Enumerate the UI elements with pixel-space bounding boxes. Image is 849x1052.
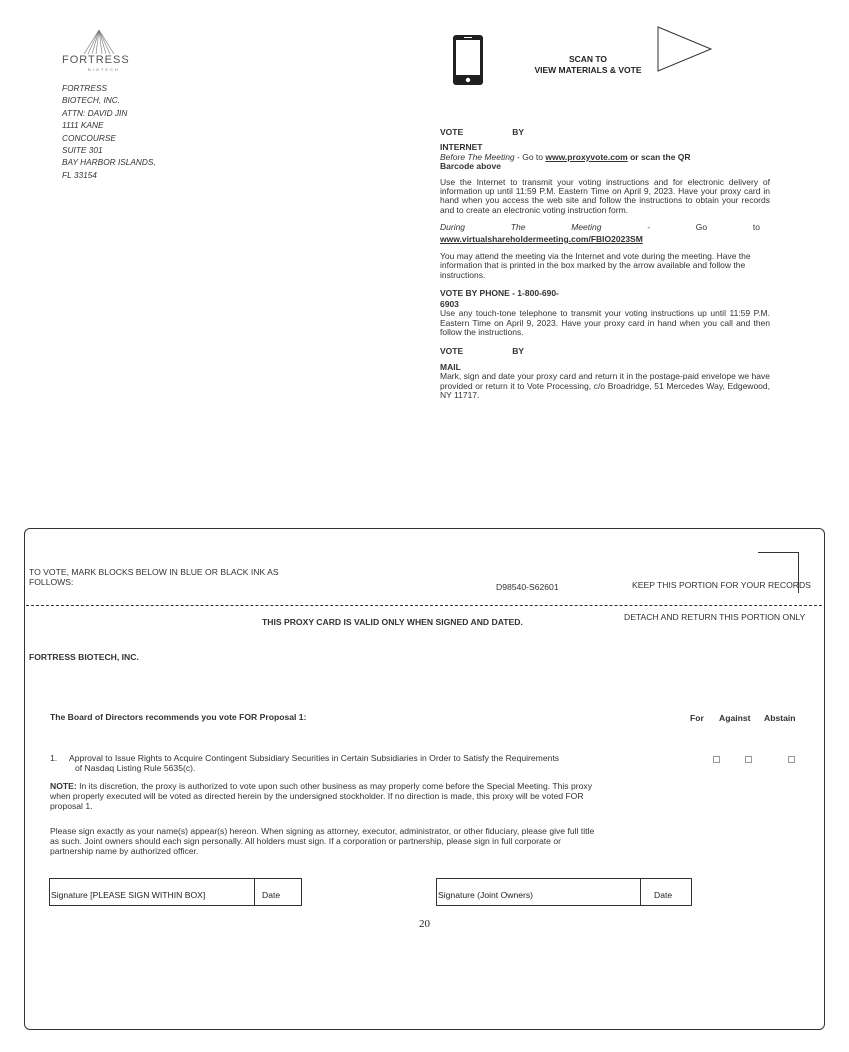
address-line: 1111 KANE [62,120,104,131]
heading-word: BY [512,127,524,137]
joint-date-label: Date [654,890,673,900]
note-label: NOTE: [50,781,77,791]
note-paragraph [50,781,592,811]
ink-instructions [29,567,279,587]
scan-instructions [508,54,668,76]
proposal-1-for-checkbox[interactable] [713,756,720,763]
internet-paragraph: Use the Internet to transmit your voting instructions and for electronic delivery of information up until 11:59 P.M. Eastern Time on April 9, 2023. Have your proxy card in hand when you access the web site and follow the instructions to obtain your records and to create an electronic voting instruction form. [440,176,770,215]
during-word: - [647,222,651,233]
address-line: BAY HARBOR ISLANDS, [62,157,156,168]
signing-line: partnership name by authorized officer. [50,846,199,856]
during-word: to [752,222,760,233]
joint-signature-label: Signature (Joint Owners) [438,890,534,900]
page-number: 20 [419,918,430,930]
triangle-lines-logo-icon [84,30,114,54]
control-code: D98540-S62601 [496,582,559,592]
vote-phone-heading: VOTE BY PHONE - 1-800-690- [440,288,559,299]
address-line: ATTN: DAVID JIN [62,107,128,118]
heading-word: BY [512,346,524,357]
ink-instruction-line: TO VOTE, MARK BLOCKS BELOW IN BLUE OR BLACK INK AS [29,567,279,577]
vote-internet-subheading: INTERNET [440,142,483,153]
signing-instructions [50,826,594,856]
logo-wordmark: FORTRESS [62,54,130,66]
during-word: Go [695,222,708,233]
signing-line: Please sign exactly as your name(s) appear(s) hereon. When signing as attorney, executor, administrator, or other fiduciary, please give full title [50,826,595,836]
proxyvote-link[interactable]: www.proxyvote.com [545,151,628,162]
vote-internet-heading [440,128,530,137]
address-line: FORTRESS [62,83,108,93]
phone-icon [452,34,484,86]
note-text: In its discretion, the proxy is authorized to vote upon such other business as may properly come before the Special Meeting. This proxy [76,781,592,791]
proxy-card [24,528,825,1030]
signature-label: Signature [PLEASE SIGN WITHIN BOX] [51,890,206,900]
during-word: Meeting [571,222,602,233]
joint-signature-date-divider [640,878,641,906]
address-line: SUITE 301 [62,145,103,156]
during-word: During [440,222,466,233]
during-word: The [510,222,526,233]
company-name: FORTRESS BIOTECH, INC. [29,652,139,662]
mailing-address [62,82,156,181]
heading-word: VOTE [440,346,464,357]
before-meeting-italic: Before The Meeting [440,151,515,162]
address-line: FL 33154 [62,169,97,180]
vote-phone-heading-2: 6903 [440,298,459,309]
before-meeting-tail: or scan the QR [627,151,691,162]
during-meeting-line [440,223,770,232]
voting-instructions [440,128,770,400]
column-for: For [690,713,704,723]
play-triangle-icon [657,26,713,72]
note-line: proposal 1. [50,801,93,811]
logo-subtitle: BIOTECH [88,67,120,72]
mail-paragraph: Mark, sign and date your proxy card and return it in the postage-paid envelope we have provided or return it to Vote Processing, c/o Broadridge, 51 Mercedes Way, Edgewood, NY 11717. [440,371,770,400]
proposal-line: of Nasdaq Listing Rule 5635(c). [75,763,196,773]
attend-paragraph: You may attend the meeting via the Internet and vote during the meeting. Have the information that is printed in the box marked by the arrow available and follow the instructions. [440,251,751,280]
column-abstain: Abstain [764,713,796,723]
before-meeting-text: - Go to [514,151,546,162]
scan-line-1: SCAN TO [568,54,608,64]
heading-word: VOTE [440,127,464,137]
signing-line: as such. Joint owners should each sign personally. All holders must sign. If a corporation or partnership, please sign in full corporate or [50,836,561,846]
vote-mail-heading [440,347,530,356]
column-against: Against [719,713,751,723]
detach-portion-text: DETACH AND RETURN THIS PORTION ONLY [624,612,806,622]
proposal-1-abstain-checkbox[interactable] [788,756,795,763]
valid-notice: THIS PROXY CARD IS VALID ONLY WHEN SIGNED AND DATED. [262,617,523,627]
address-line: CONCOURSE [62,132,116,143]
before-meeting-line-2: Barcode above [440,161,501,172]
proposal-1-against-checkbox[interactable] [745,756,752,763]
phone-paragraph: Use any touch-tone telephone to transmit your voting instructions up until 11:59 P.M. Eastern Time on April 9, 2023. Have your proxy card in hand when you call and then follow the instructions. [440,308,770,337]
date-label: Date [262,890,281,900]
ink-instruction-line: FOLLOWS: [29,577,74,587]
virtual-meeting-link[interactable]: www.virtualshareholdermeeting.com/FBIO2023SM [440,233,643,244]
note-line [50,781,592,791]
keep-portion-text: KEEP THIS PORTION FOR YOUR RECORDS [632,580,811,590]
proposal-1-text [69,753,559,773]
board-recommendation: The Board of Directors recommends you vote FOR Proposal 1: [50,712,307,722]
address-line: BIOTECH, INC. [62,95,121,106]
note-line: when properly executed will be voted as directed herein by the undersigned stockholder. If no direction is made, this proxy will be voted FOR [50,791,584,801]
company-logo [62,30,172,72]
vote-mail-subheading: MAIL [440,361,461,372]
proposal-number: 1. [50,753,58,763]
signature-date-divider [254,878,255,906]
detach-dashed-line [26,605,822,606]
scan-line-2: VIEW MATERIALS & VOTE [534,65,642,75]
proposal-line: Approval to Issue Rights to Acquire Contingent Subsidiary Securities in Certain Subsidiaries in Order to Satisfy the Requirements [69,753,560,763]
